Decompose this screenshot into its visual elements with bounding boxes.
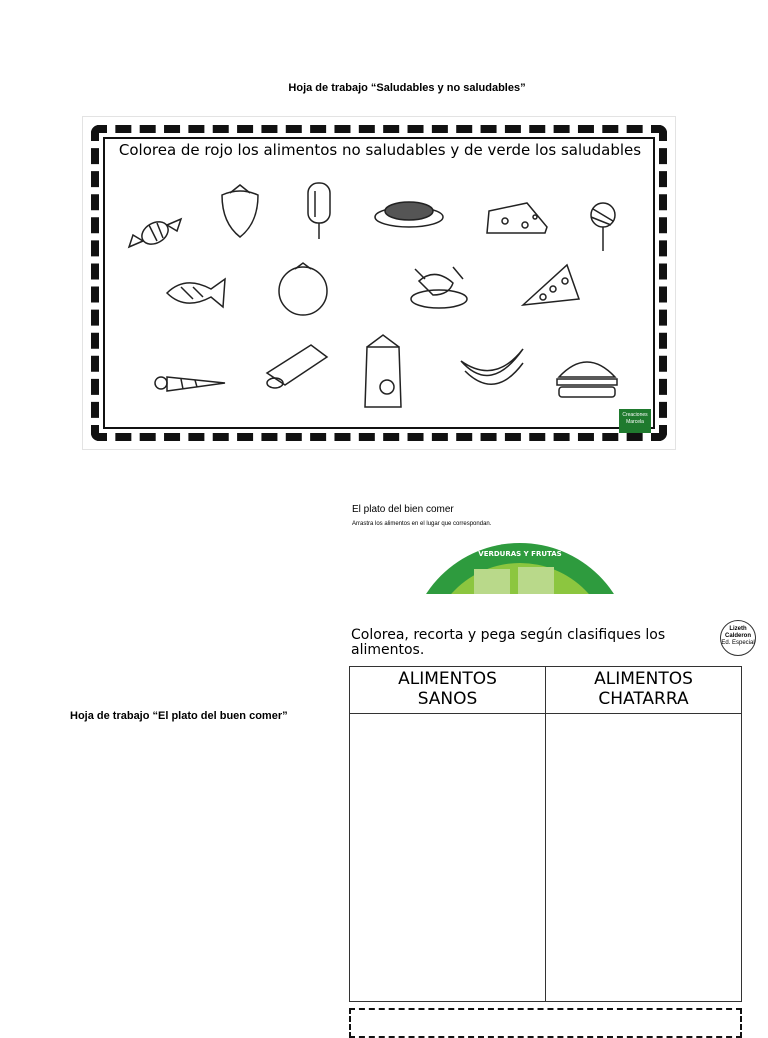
healthy-food-worksheet: [82, 116, 676, 450]
burger-icon: [557, 362, 617, 397]
carrot-icon: [155, 377, 225, 391]
popsicle-icon: [308, 183, 330, 239]
food-slot: [474, 569, 510, 594]
food-illustrations: [83, 117, 677, 451]
column-header-junk: ALIMENTOS CHATARRA: [594, 669, 693, 709]
classification-table: [349, 666, 742, 1002]
plate-title: El plato del bien comer: [352, 504, 454, 515]
fish-icon: [167, 279, 225, 307]
food-plate-graphic: [400, 535, 640, 594]
chicken-icon: [411, 267, 467, 308]
author-logo: Creaciones Marcela: [619, 409, 651, 433]
candy-icon: [129, 217, 181, 248]
cut-out-area: [349, 1008, 742, 1038]
milk-carton-icon: [365, 335, 401, 407]
worksheet-title: Hoja de trabajo “Saludables y no saludables”: [288, 82, 526, 94]
plate-subtitle: Arrastra los alimentos en el lugar que correspondan.: [352, 521, 492, 527]
lollipop-icon: [591, 203, 615, 251]
cheese-icon: [487, 203, 547, 233]
food-slot: [518, 567, 554, 594]
badge-sub: Ed. Especial: [721, 640, 755, 646]
worksheet-instruction: Colorea de rojo los alimentos no saludables y de verde los saludables: [118, 141, 642, 159]
classify-instruction: Colorea, recorta y pega según clasifiques los alimentos.: [351, 627, 666, 658]
badge-name: Lizeth Calderon: [724, 626, 751, 639]
chips-icon: [267, 345, 327, 388]
author-badge: [720, 620, 756, 656]
worksheet-title-2: Hoja de trabajo “El plato del buen comer”: [70, 710, 288, 722]
spaghetti-icon: [375, 202, 443, 227]
column-divider: [545, 667, 546, 1001]
tomato-icon: [279, 263, 327, 315]
column-header-healthy: ALIMENTOS SANOS: [398, 669, 497, 709]
plate-arc-label: VERDURAS Y FRUTAS: [478, 550, 562, 558]
strawberry-icon: [222, 185, 258, 237]
banana-icon: [461, 349, 523, 384]
pizza-icon: [523, 265, 579, 305]
